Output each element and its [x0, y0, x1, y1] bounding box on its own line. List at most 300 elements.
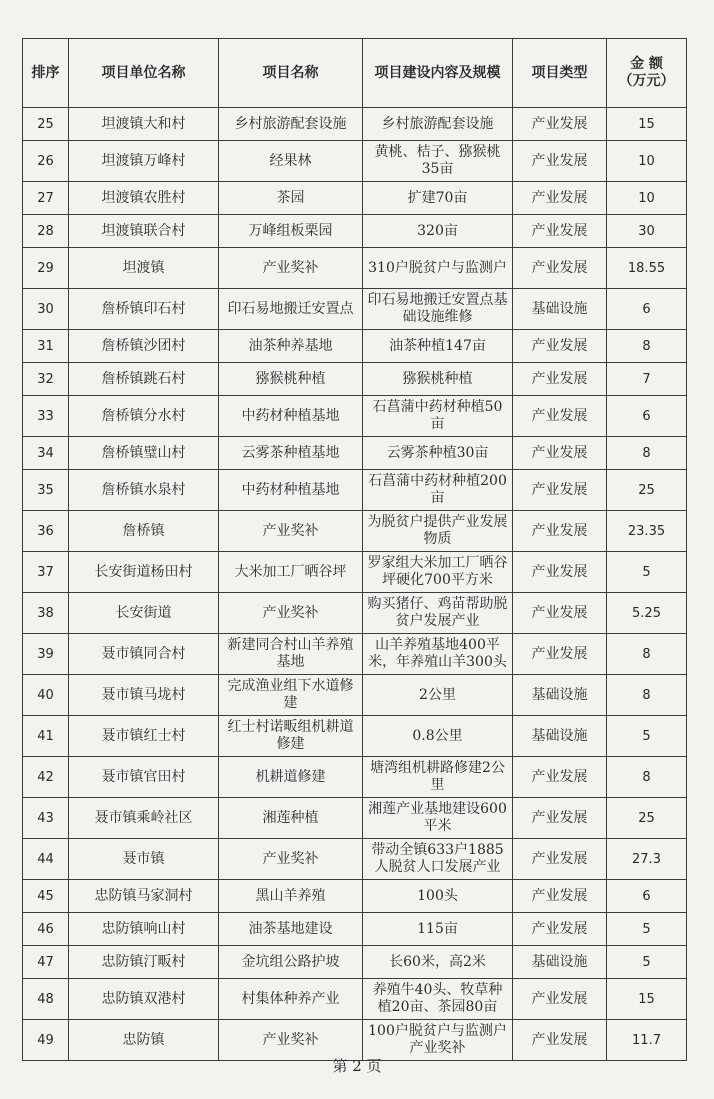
cell-type [513, 215, 607, 248]
header-amount: 金 额 （万元） [607, 39, 687, 108]
cell-project-name [219, 437, 363, 470]
cell-project-name-text: 产业奖补 [262, 522, 319, 539]
cell-project-name [219, 979, 363, 1020]
cell-amount [607, 437, 687, 470]
cell-type [513, 470, 607, 511]
cell-unit [69, 396, 219, 437]
cell-content-text: 石菖蒲中药材种植50亩 [372, 399, 503, 432]
cell-amount [607, 675, 687, 716]
cell-project-name-text: 云雾茶种植基地 [241, 444, 340, 461]
project-table [22, 38, 687, 1061]
cell-content-text: 黄桃、桔子、猕猴桃35亩 [374, 144, 501, 177]
cell-content-text: 云雾茶种植30亩 [386, 444, 489, 461]
cell-unit-text: 詹桥镇印石村 [101, 300, 186, 317]
cell-project-name-text: 产业奖补 [262, 604, 319, 621]
cell-content [363, 396, 513, 437]
cell-type-text: 产业发展 [531, 563, 588, 580]
cell-amount [607, 363, 687, 396]
cell-rank [23, 839, 69, 880]
table-row [23, 470, 687, 511]
cell-content-text: 油茶种植147亩 [389, 337, 486, 354]
cell-rank [23, 141, 69, 182]
cell-amount [607, 108, 687, 141]
cell-project-name-text: 村集体种养产业 [241, 990, 340, 1007]
cell-project-name [219, 839, 363, 880]
cell-rank-text: 42 [37, 769, 54, 785]
table-row [23, 675, 687, 716]
cell-amount-text: 30 [638, 223, 655, 239]
cell-rank [23, 880, 69, 913]
cell-unit-text: 忠防镇双港村 [101, 990, 186, 1007]
cell-type-text: 产业发展 [531, 1031, 588, 1048]
cell-type [513, 330, 607, 363]
header-unit: 项目单位名称 [69, 39, 219, 108]
cell-amount [607, 248, 687, 289]
table-row [23, 215, 687, 248]
cell-project-name [219, 593, 363, 634]
cell-project-name [219, 511, 363, 552]
table-row [23, 141, 687, 182]
cell-unit [69, 248, 219, 289]
cell-unit [69, 798, 219, 839]
cell-rank [23, 757, 69, 798]
cell-unit-text: 忠防镇马家洞村 [94, 887, 193, 904]
cell-unit [69, 511, 219, 552]
table-row [23, 396, 687, 437]
cell-content [363, 289, 513, 330]
cell-type-text: 基础设施 [531, 727, 588, 744]
cell-amount-text: 5.25 [632, 605, 661, 621]
cell-rank-text: 32 [37, 371, 54, 387]
cell-amount-text: 11.7 [632, 1032, 661, 1048]
cell-amount [607, 839, 687, 880]
cell-unit-text: 坦渡镇万峰村 [101, 152, 186, 169]
cell-amount [607, 215, 687, 248]
cell-type-text: 产业发展 [531, 920, 588, 937]
cell-amount [607, 946, 687, 979]
cell-unit-text: 忠防镇汀畈村 [101, 953, 186, 970]
cell-rank-text: 37 [37, 564, 54, 580]
cell-unit-text: 詹桥镇分水村 [101, 407, 186, 424]
cell-unit-text: 聂市镇马垅村 [101, 686, 186, 703]
cell-project-name-text: 经果林 [269, 152, 312, 169]
cell-content [363, 979, 513, 1020]
cell-type [513, 182, 607, 215]
cell-content [363, 880, 513, 913]
cell-type-text: 产业发展 [531, 990, 588, 1007]
cell-amount-text: 7 [642, 371, 651, 387]
cell-rank-text: 35 [37, 482, 54, 498]
cell-rank [23, 593, 69, 634]
cell-content-text: 扩建70亩 [407, 189, 468, 206]
cell-project-name [219, 470, 363, 511]
cell-amount-text: 5 [642, 728, 651, 744]
cell-type [513, 913, 607, 946]
cell-amount [607, 470, 687, 511]
cell-amount-text: 8 [642, 769, 651, 785]
cell-type [513, 880, 607, 913]
cell-unit [69, 552, 219, 593]
cell-project-name [219, 289, 363, 330]
cell-rank-text: 28 [37, 223, 54, 239]
cell-amount-text: 25 [638, 482, 655, 498]
cell-unit [69, 330, 219, 363]
cell-amount-text: 6 [642, 301, 651, 317]
cell-project-name-text: 万峰组板栗园 [248, 222, 333, 239]
cell-content [363, 470, 513, 511]
cell-project-name-text: 黑山羊养殖 [255, 887, 326, 904]
cell-amount-text: 5 [642, 954, 651, 970]
cell-rank-text: 38 [37, 605, 54, 621]
table-row [23, 913, 687, 946]
cell-content [363, 716, 513, 757]
cell-rank-text: 43 [37, 810, 54, 826]
cell-rank [23, 913, 69, 946]
table-row [23, 248, 687, 289]
cell-content [363, 839, 513, 880]
cell-unit [69, 289, 219, 330]
cell-content [363, 675, 513, 716]
cell-amount [607, 593, 687, 634]
cell-unit [69, 437, 219, 470]
cell-content-text: 罗家组大米加工厂晒谷坪硬化700平方米 [367, 555, 508, 588]
cell-amount-text: 18.55 [627, 260, 666, 276]
cell-content-text: 乡村旅游配套设施 [381, 115, 494, 132]
cell-content-text: 100头 [417, 887, 458, 904]
cell-rank [23, 215, 69, 248]
cell-type-text: 产业发展 [531, 407, 588, 424]
cell-unit-text: 坦渡镇农胜村 [101, 189, 186, 206]
cell-content [363, 552, 513, 593]
cell-rank-text: 47 [37, 954, 54, 970]
header-rank: 排序 [23, 39, 69, 108]
cell-project-name-text: 乡村旅游配套设施 [234, 115, 347, 132]
cell-rank-text: 30 [37, 301, 54, 317]
cell-rank-text: 25 [37, 116, 54, 132]
cell-content [363, 108, 513, 141]
cell-rank [23, 330, 69, 363]
table-row [23, 108, 687, 141]
cell-amount [607, 880, 687, 913]
cell-content [363, 757, 513, 798]
cell-type [513, 108, 607, 141]
cell-type [513, 757, 607, 798]
cell-rank [23, 634, 69, 675]
table-row [23, 511, 687, 552]
cell-content-text: 320亩 [417, 222, 458, 239]
cell-project-name [219, 913, 363, 946]
table-row [23, 330, 687, 363]
cell-content-text: 购买猪仔、鸡苗帮助脱贫户发展产业 [367, 596, 508, 629]
cell-content-text: 长60米，高2米 [389, 953, 486, 970]
cell-type [513, 839, 607, 880]
cell-content-text: 为脱贫户提供产业发展物质 [367, 514, 508, 547]
cell-project-name-text: 油茶基地建设 [248, 920, 333, 937]
cell-type-text: 产业发展 [531, 645, 588, 662]
cell-project-name [219, 946, 363, 979]
cell-content-text: 印石易地搬迁安置点基础设施维修 [367, 292, 508, 325]
cell-type-text: 产业发展 [531, 522, 588, 539]
cell-rank-text: 39 [37, 646, 54, 662]
cell-amount [607, 511, 687, 552]
cell-rank-text: 44 [37, 851, 54, 867]
table-row [23, 880, 687, 913]
cell-project-name-text: 猕猴桃种植 [255, 370, 326, 387]
cell-rank-text: 46 [37, 921, 54, 937]
cell-project-name [219, 716, 363, 757]
table-row [23, 839, 687, 880]
cell-unit-text: 詹桥镇水泉村 [101, 481, 186, 498]
cell-content [363, 593, 513, 634]
cell-unit [69, 716, 219, 757]
cell-rank [23, 108, 69, 141]
cell-project-name-text: 完成渔业组下水道修建 [227, 678, 354, 711]
cell-amount-text: 8 [642, 338, 651, 354]
cell-unit [69, 215, 219, 248]
cell-type-text: 产业发展 [531, 481, 588, 498]
cell-amount [607, 552, 687, 593]
cell-type [513, 363, 607, 396]
cell-type [513, 716, 607, 757]
cell-rank [23, 289, 69, 330]
cell-unit-text: 詹桥镇沙团村 [101, 337, 186, 354]
cell-project-name [219, 675, 363, 716]
cell-rank [23, 396, 69, 437]
cell-rank-text: 29 [37, 260, 54, 276]
cell-amount [607, 979, 687, 1020]
cell-content-text: 100户脱贫户与监测户产业奖补 [368, 1023, 507, 1056]
cell-rank-text: 31 [37, 338, 54, 354]
cell-type [513, 593, 607, 634]
cell-type [513, 141, 607, 182]
cell-type-text: 基础设施 [531, 953, 588, 970]
cell-rank [23, 248, 69, 289]
cell-rank-text: 27 [37, 190, 54, 206]
cell-project-name-text: 湘莲种植 [262, 809, 319, 826]
cell-rank-text: 49 [37, 1032, 54, 1048]
cell-type [513, 675, 607, 716]
cell-amount [607, 757, 687, 798]
cell-type-text: 产业发展 [531, 115, 588, 132]
cell-project-name [219, 215, 363, 248]
cell-unit [69, 675, 219, 716]
cell-content-text: 310户脱贫户与监测户 [368, 259, 507, 276]
cell-rank [23, 470, 69, 511]
cell-unit [69, 363, 219, 396]
cell-project-name [219, 396, 363, 437]
cell-unit [69, 108, 219, 141]
cell-unit-text: 长安街道杨田村 [94, 563, 193, 580]
table-row [23, 289, 687, 330]
cell-amount [607, 396, 687, 437]
cell-unit [69, 757, 219, 798]
cell-content-text: 带动全镇633户1885人脱贫人口发展产业 [371, 842, 504, 875]
cell-type-text: 基础设施 [531, 300, 588, 317]
cell-type [513, 396, 607, 437]
cell-content [363, 248, 513, 289]
cell-type [513, 552, 607, 593]
cell-amount-text: 5 [642, 564, 651, 580]
cell-unit-text: 詹桥镇跳石村 [101, 370, 186, 387]
cell-type [513, 634, 607, 675]
cell-project-name-text: 产业奖补 [262, 259, 319, 276]
cell-type-text: 产业发展 [531, 222, 588, 239]
cell-unit-text: 忠防镇 [122, 1031, 165, 1048]
cell-project-name [219, 248, 363, 289]
cell-project-name-text: 中药材种植基地 [241, 407, 340, 424]
cell-amount-text: 27.3 [632, 851, 661, 867]
cell-type [513, 946, 607, 979]
table-row [23, 552, 687, 593]
cell-content [363, 215, 513, 248]
cell-amount [607, 634, 687, 675]
cell-type [513, 248, 607, 289]
cell-unit-text: 詹桥镇 [122, 522, 165, 539]
cell-rank [23, 716, 69, 757]
cell-type-text: 产业发展 [531, 887, 588, 904]
cell-rank [23, 675, 69, 716]
page-number: 第 2 页 [332, 1057, 382, 1075]
header-type: 项目类型 [513, 39, 607, 108]
cell-unit [69, 634, 219, 675]
cell-project-name-text: 印石易地搬迁安置点 [227, 300, 354, 317]
cell-unit [69, 593, 219, 634]
cell-unit [69, 839, 219, 880]
cell-amount [607, 913, 687, 946]
cell-unit-text: 聂市镇乘岭社区 [94, 809, 193, 826]
cell-content [363, 511, 513, 552]
cell-unit [69, 880, 219, 913]
table-row [23, 979, 687, 1020]
cell-amount-text: 5 [642, 921, 651, 937]
cell-type [513, 511, 607, 552]
cell-project-name-text: 红士村诺畈组机耕道修建 [227, 719, 354, 752]
cell-project-name [219, 798, 363, 839]
cell-unit-text: 长安街道 [115, 604, 172, 621]
cell-type [513, 437, 607, 470]
cell-amount [607, 330, 687, 363]
cell-amount [607, 798, 687, 839]
table-row [23, 593, 687, 634]
cell-rank-text: 33 [37, 408, 54, 424]
cell-amount [607, 141, 687, 182]
cell-rank-text: 48 [37, 991, 54, 1007]
cell-project-name-text: 机耕道修建 [255, 768, 326, 785]
cell-rank [23, 437, 69, 470]
cell-type-text: 产业发展 [531, 444, 588, 461]
cell-project-name-text: 油茶种养基地 [248, 337, 333, 354]
cell-amount-text: 8 [642, 445, 651, 461]
cell-amount [607, 182, 687, 215]
table-row [23, 363, 687, 396]
table-row [23, 946, 687, 979]
cell-rank-text: 40 [37, 687, 54, 703]
cell-content [363, 330, 513, 363]
cell-type-text: 产业发展 [531, 850, 588, 867]
cell-type-text: 产业发展 [531, 337, 588, 354]
cell-unit [69, 470, 219, 511]
cell-type [513, 979, 607, 1020]
cell-rank-text: 26 [37, 153, 54, 169]
cell-type-text: 产业发展 [531, 152, 588, 169]
cell-type-text: 产业发展 [531, 370, 588, 387]
cell-amount-text: 10 [638, 153, 655, 169]
cell-amount-text: 25 [638, 810, 655, 826]
cell-type-text: 产业发展 [531, 809, 588, 826]
table-row [23, 798, 687, 839]
cell-unit-text: 坦渡镇 [122, 259, 165, 276]
cell-amount-text: 10 [638, 190, 655, 206]
cell-amount-text: 6 [642, 888, 651, 904]
cell-project-name [219, 108, 363, 141]
cell-project-name-text: 金坑组公路护坡 [241, 953, 340, 970]
cell-project-name-text: 产业奖补 [262, 850, 319, 867]
table-header-row [23, 39, 687, 108]
cell-rank-text: 45 [37, 888, 54, 904]
cell-project-name [219, 757, 363, 798]
cell-project-name [219, 182, 363, 215]
cell-amount-text: 6 [642, 408, 651, 424]
cell-content-text: 猕猴桃种植 [402, 370, 473, 387]
header-content: 项目建设内容及规模 [363, 39, 513, 108]
cell-amount [607, 716, 687, 757]
cell-unit-text: 聂市镇同合村 [101, 645, 186, 662]
header-project-name: 项目名称 [219, 39, 363, 108]
cell-content [363, 798, 513, 839]
cell-content-text: 湘莲产业基地建设600平米 [368, 801, 507, 834]
cell-content-text: 石菖蒲中药材种植200亩 [368, 473, 507, 506]
cell-type [513, 798, 607, 839]
cell-type-text: 产业发展 [531, 189, 588, 206]
cell-project-name [219, 552, 363, 593]
cell-type-text: 产业发展 [531, 604, 588, 621]
cell-unit-text: 坦渡镇联合村 [101, 222, 186, 239]
cell-project-name-text: 茶园 [276, 189, 305, 206]
table-body [23, 108, 687, 1061]
cell-unit [69, 913, 219, 946]
cell-rank [23, 363, 69, 396]
cell-project-name [219, 363, 363, 396]
cell-project-name-text: 中药材种植基地 [241, 481, 340, 498]
cell-project-name-text: 产业奖补 [262, 1031, 319, 1048]
cell-unit [69, 141, 219, 182]
cell-content-text: 115亩 [417, 920, 458, 937]
cell-amount-text: 15 [638, 116, 655, 132]
cell-content [363, 913, 513, 946]
table-row [23, 634, 687, 675]
cell-amount-text: 8 [642, 687, 651, 703]
cell-project-name [219, 330, 363, 363]
cell-unit-text: 聂市镇 [122, 850, 165, 867]
cell-rank-text: 34 [37, 445, 54, 461]
cell-unit-text: 坦渡镇大和村 [101, 115, 186, 132]
cell-type-text: 基础设施 [531, 686, 588, 703]
cell-content-text: 2公里 [419, 686, 456, 703]
cell-content [363, 182, 513, 215]
cell-rank-text: 36 [37, 523, 54, 539]
cell-unit-text: 聂市镇官田村 [101, 768, 186, 785]
cell-amount-text: 23.35 [627, 523, 666, 539]
cell-project-name-text: 新建同合村山羊养殖基地 [227, 637, 354, 670]
cell-project-name [219, 141, 363, 182]
cell-project-name [219, 634, 363, 675]
cell-unit-text: 詹桥镇璧山村 [101, 444, 186, 461]
cell-content [363, 437, 513, 470]
cell-type [513, 289, 607, 330]
cell-content-text: 养殖牛40头、牧草种植20亩、茶园80亩 [372, 982, 503, 1015]
cell-type-text: 产业发展 [531, 768, 588, 785]
cell-unit [69, 946, 219, 979]
